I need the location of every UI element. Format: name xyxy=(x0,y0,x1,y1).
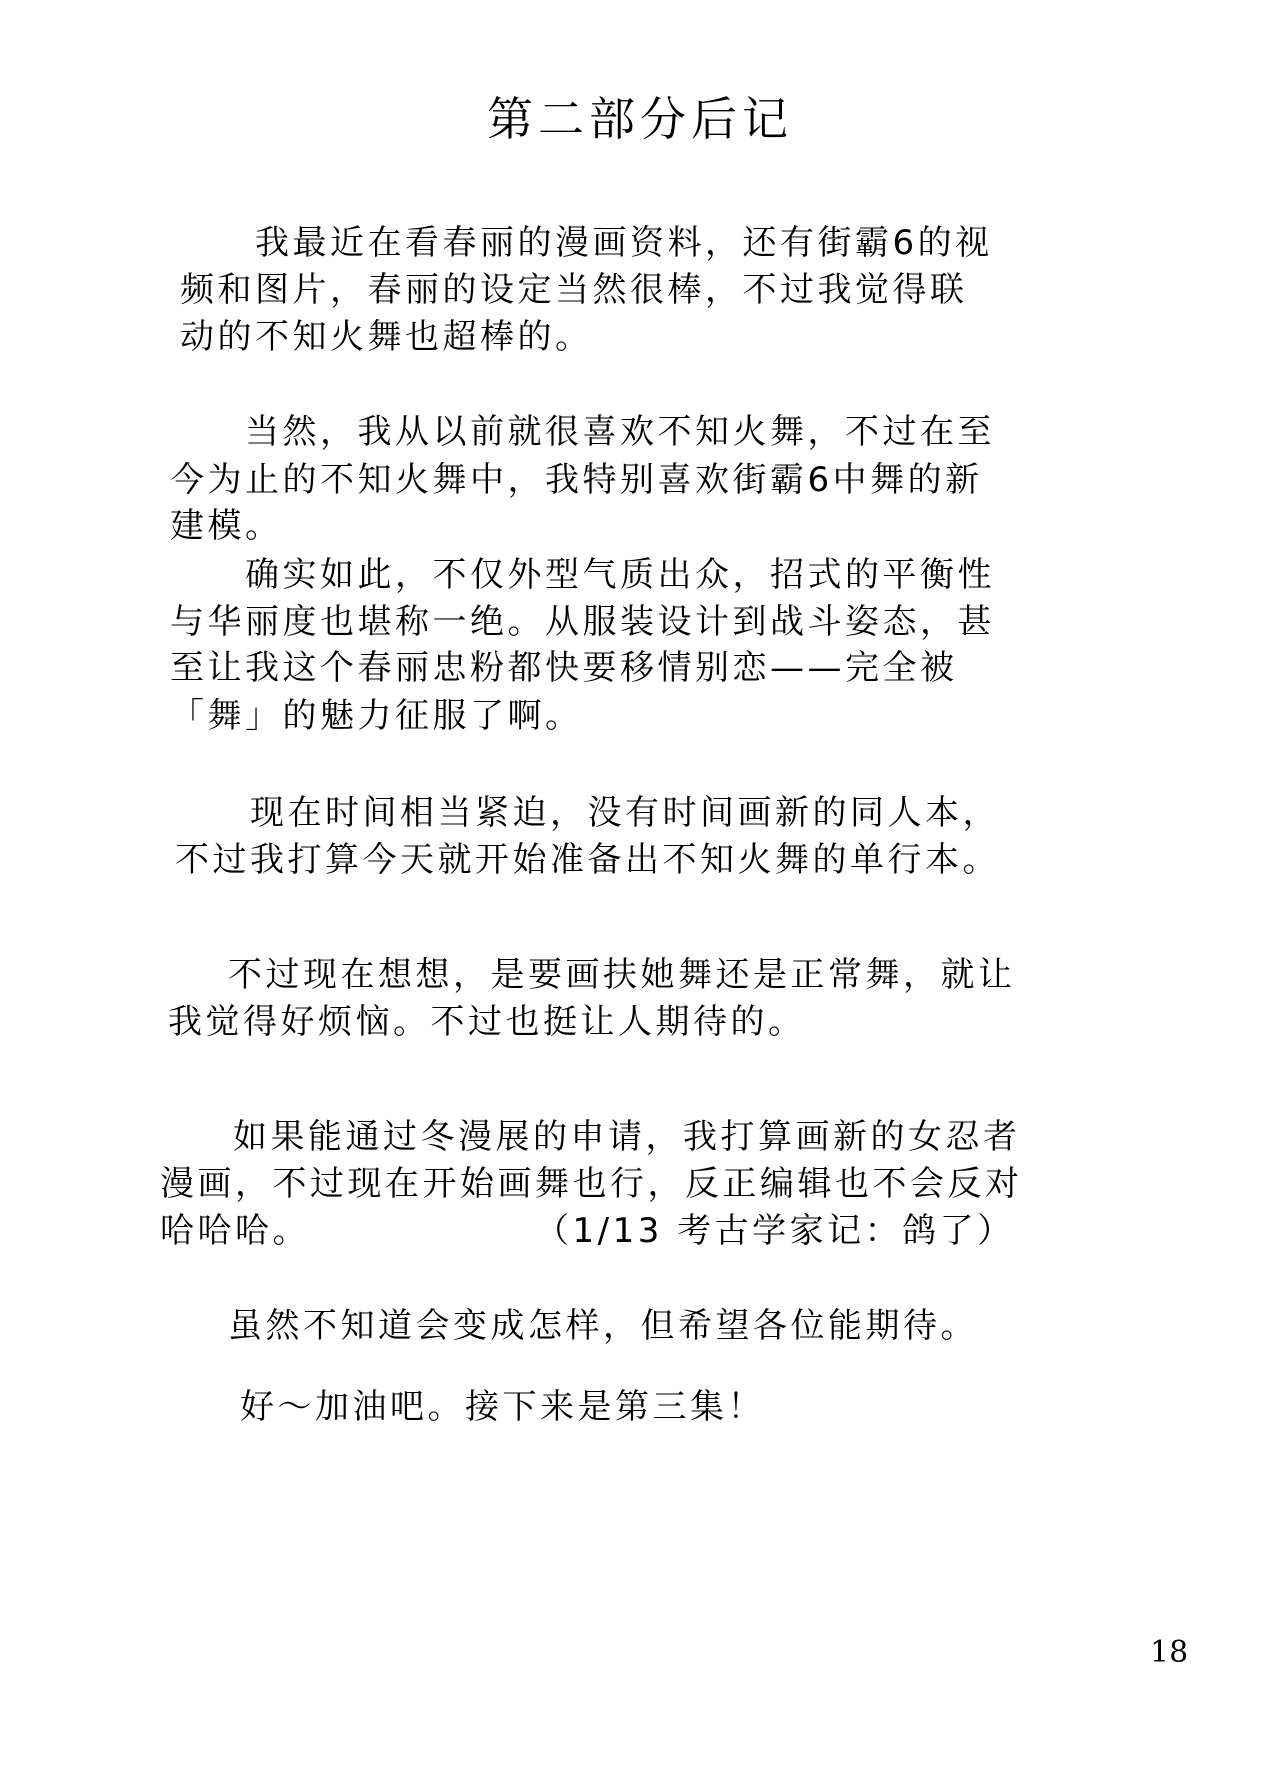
paragraph-5-line-1: 不过现在想想，是要画扶她舞还是正常舞，就让 xyxy=(228,955,1016,995)
paragraph-6-line-2: 漫画，不过现在开始画舞也行，反正编辑也不会反对 xyxy=(160,1164,1023,1204)
paragraph-1-line-1: 我最近在看春丽的漫画资料，还有街霸6的视 xyxy=(255,223,993,263)
paragraph-2-line-2: 今为止的不知火舞中，我特别喜欢街霸6中舞的新 xyxy=(170,460,983,500)
page-title: 第二部分后记 xyxy=(487,92,793,146)
paragraph-5-line-2: 我觉得好烦恼。不过也挺让人期待的。 xyxy=(168,1002,806,1042)
paragraph-6-line-1: 如果能通过冬漫展的申请，我打算画新的女忍者 xyxy=(233,1117,1021,1157)
paragraph-2-line-1: 当然，我从以前就很喜欢不知火舞，不过在至 xyxy=(245,412,995,452)
paragraph-3-line-2: 与华丽度也堪称一绝。从服装设计到战斗姿态，甚 xyxy=(170,602,995,642)
paragraph-8-line-1: 好～加油吧。接下来是第三集！ xyxy=(240,1387,765,1427)
paragraph-6-line-3: 哈哈哈。 xyxy=(160,1211,310,1251)
paragraph-1-line-3: 动的不知火舞也超棒的。 xyxy=(180,317,593,357)
paragraph-4-line-2: 不过我打算今天就开始准备出不知火舞的单行本。 xyxy=(175,840,1000,880)
paragraph-7-line-1: 虽然不知道会变成怎样，但希望各位能期待。 xyxy=(228,1306,978,1346)
paragraph-3-line-1: 确实如此，不仅外型气质出众，招式的平衡性 xyxy=(245,555,995,595)
page-number: 18 xyxy=(1150,1635,1189,1670)
paragraph-4-line-1: 现在时间相当紧迫，没有时间画新的同人本， xyxy=(250,793,1000,833)
paragraph-3-line-3: 至让我这个春丽忠粉都快要移情别恋——完全被 xyxy=(170,648,958,688)
paragraph-1-line-2: 频和图片，春丽的设定当然很棒，不过我觉得联 xyxy=(180,270,968,310)
paragraph-6-note: （1/13 考古学家记：鸽了） xyxy=(535,1211,1015,1251)
paragraph-3-line-4: 「舞」的魅力征服了啊。 xyxy=(170,696,583,736)
paragraph-2-line-3: 建模。 xyxy=(170,506,283,546)
